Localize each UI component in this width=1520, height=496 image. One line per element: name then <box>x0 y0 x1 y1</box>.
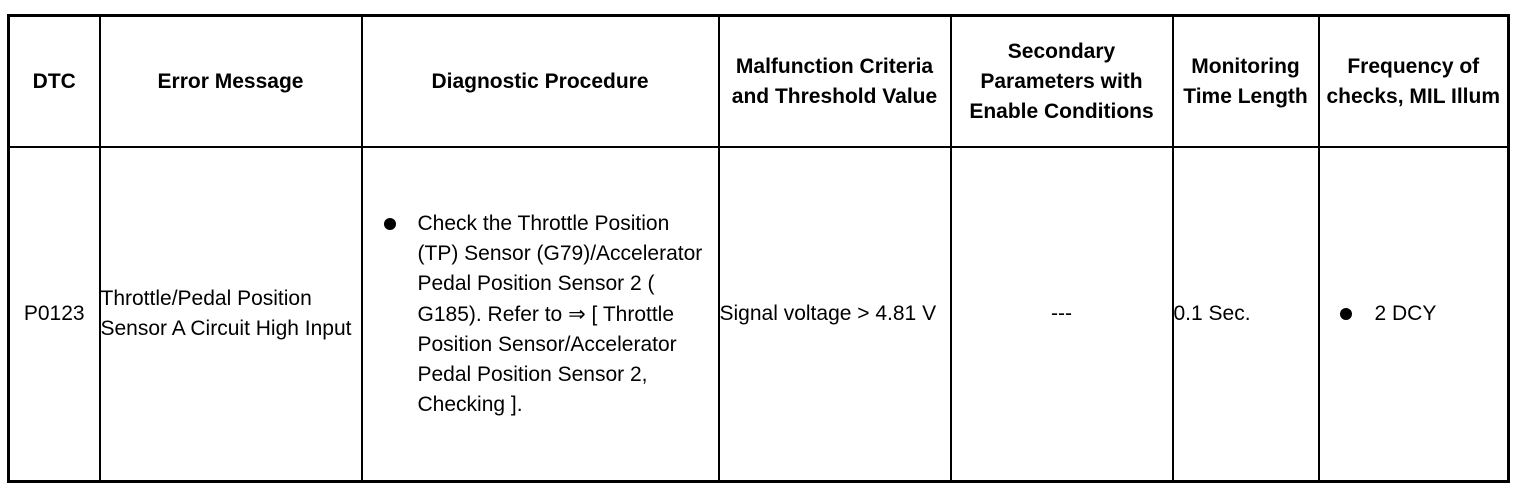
table-row <box>9 147 1509 482</box>
header-row <box>9 16 1509 148</box>
bullet-icon <box>384 218 396 230</box>
procedure-text: Check the Throttle Position (TP) Sensor (G79)/Accelerator Pedal Position Sensor 2 ( G185). Refer to <box>417 211 703 326</box>
procedure-list <box>363 209 718 420</box>
frequency-item <box>1320 299 1508 329</box>
header-dtc: DTC <box>9 16 100 148</box>
monitoring-time: 0.1 Sec. <box>1173 302 1251 325</box>
malfunction-criteria-cell <box>719 147 951 482</box>
bullet-icon <box>1340 308 1352 320</box>
arrow-icon: ⇒ <box>568 301 586 326</box>
table-header <box>9 16 1509 148</box>
error-message: Throttle/Pedal Position Sensor A Circuit High Input <box>100 287 352 340</box>
diagnostic-procedure-cell <box>362 147 719 482</box>
frequency-list <box>1320 299 1508 329</box>
monitoring-time-cell <box>1173 147 1319 482</box>
dtc-table <box>7 14 1510 483</box>
procedure-item <box>363 209 718 420</box>
secondary-parameters: --- <box>1051 302 1072 325</box>
header-frequency: Frequency of checks, MIL Illum <box>1319 16 1509 148</box>
table-body <box>9 147 1509 482</box>
dtc-code-cell <box>9 147 100 482</box>
header-diagnostic-procedure: Diagnostic Procedure <box>362 16 719 148</box>
header-malfunction-criteria: Malfunction Criteria and Threshold Value <box>719 16 951 148</box>
malfunction-criteria: Signal voltage > 4.81 V <box>719 302 937 325</box>
header-error-message: Error Message <box>100 16 362 148</box>
secondary-parameters-cell <box>951 147 1173 482</box>
header-secondary-parameters: Secondary Parameters with Enable Conditions <box>951 16 1173 148</box>
header-monitoring-time: Monitoring Time Length <box>1173 16 1319 148</box>
frequency-text: 2 DCY <box>1374 302 1437 325</box>
procedure-reference-link[interactable]: [ Throttle Position Sensor/Accelerator Pedal Position Sensor 2, Checking ]. <box>417 302 677 416</box>
frequency-cell <box>1319 147 1509 482</box>
dtc-code: P0123 <box>23 302 85 325</box>
error-message-cell <box>100 147 362 482</box>
